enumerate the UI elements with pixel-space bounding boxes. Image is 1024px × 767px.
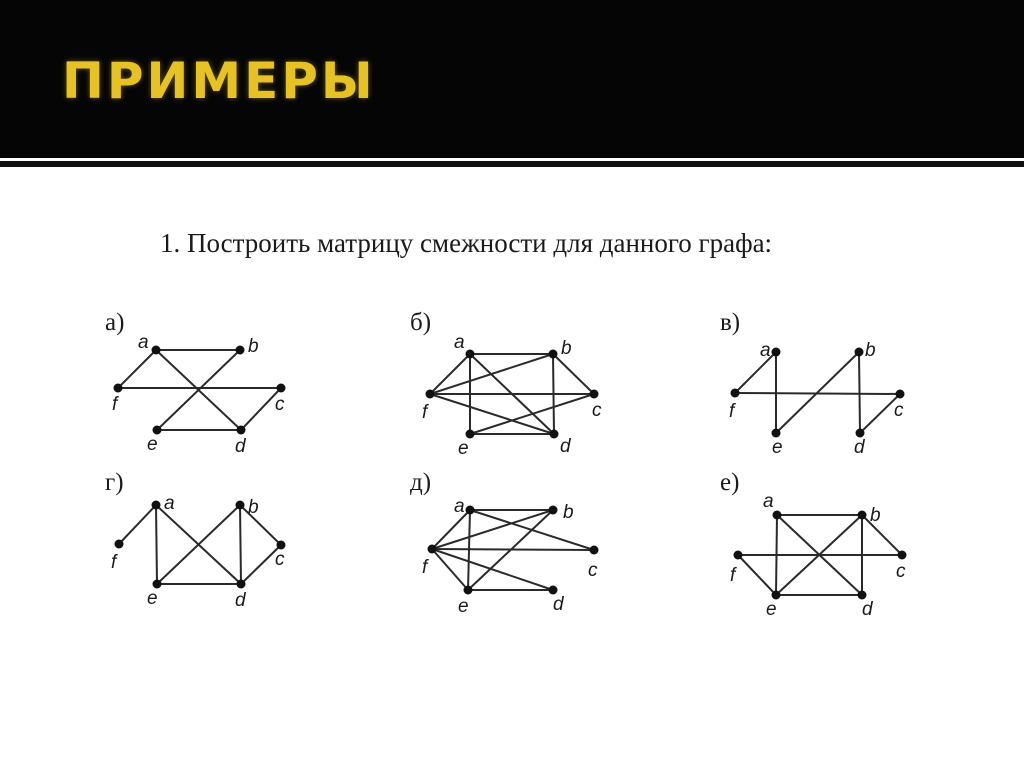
graph-label: б) [410, 309, 432, 336]
graph-vertex-c [590, 390, 599, 399]
vertex-label: b [248, 336, 259, 357]
vertex-label: f [111, 552, 117, 573]
vertex-label: b [870, 505, 881, 526]
vertex-label: c [275, 394, 285, 415]
graph-edge-f-d [430, 394, 554, 434]
vertex-label: e [766, 599, 777, 620]
graph-vertex-a [466, 350, 475, 359]
graph-vertex-d [237, 426, 246, 435]
vertex-label: f [112, 394, 118, 415]
graph-vertex-b [549, 350, 558, 359]
vertex-label: e [147, 434, 158, 455]
graph-label: е) [720, 469, 740, 496]
vertex-label: f [730, 565, 736, 586]
graph-edge-a-e [156, 505, 157, 584]
graph-vertex-b [549, 506, 558, 515]
graph-vertex-c [590, 546, 599, 555]
graph-vertex-e [464, 586, 473, 595]
graph-vertex-d [237, 580, 246, 589]
graph-vertex-f [734, 551, 743, 560]
graph-panel-3 [720, 309, 905, 458]
graph-vertex-c [896, 390, 905, 399]
graph-vertex-a [466, 506, 475, 515]
graph-panel-1 [105, 309, 286, 457]
graph-vertex-b [236, 346, 245, 355]
vertex-label: c [592, 400, 602, 421]
vertex-label: a [760, 340, 771, 361]
graph-vertex-a [152, 346, 161, 355]
graph-vertex-d [550, 430, 559, 439]
vertex-label: d [235, 590, 246, 611]
graph-edge-b-d [859, 352, 860, 433]
graph-vertex-b [855, 348, 864, 357]
graph-edge-e-c [470, 394, 594, 434]
vertex-label: e [458, 596, 469, 617]
graph-vertex-f [426, 390, 435, 399]
graph-edge-a-f [118, 350, 156, 388]
graph-panel-4 [105, 469, 286, 611]
graph-edge-b-c [240, 505, 281, 545]
graph-vertex-a [773, 511, 782, 520]
vertex-label: b [563, 502, 574, 523]
graph-vertex-f [114, 384, 123, 393]
graph-label: д) [410, 469, 432, 496]
graph-vertex-b [236, 501, 245, 510]
vertex-label: f [422, 557, 428, 578]
vertex-label: e [772, 437, 783, 458]
graph-label: в) [720, 309, 741, 336]
vertex-label: d [854, 437, 865, 458]
graph-vertex-b [858, 511, 867, 520]
vertex-label: a [164, 493, 175, 514]
graph-vertex-f [428, 545, 437, 554]
vertex-label: a [454, 332, 465, 353]
task-text: 1. Построить матрицу смежности для данного графа: [160, 228, 773, 258]
graph-label: г) [105, 469, 124, 496]
vertex-label: b [248, 497, 259, 518]
vertex-label: a [138, 332, 149, 353]
vertex-label: b [561, 338, 572, 359]
vertex-label: e [458, 438, 469, 459]
vertex-label: d [553, 594, 564, 615]
vertex-label: e [147, 588, 158, 609]
graph-panel-5 [410, 469, 599, 617]
graph-vertex-c [277, 384, 286, 393]
vertex-label: d [560, 436, 571, 457]
graph-edge-b-f [430, 354, 553, 394]
graph-edge-b-c [862, 515, 902, 555]
graph-edge-f-a [119, 505, 156, 544]
graph-edge-b-d [240, 505, 241, 584]
vertex-label: b [865, 340, 876, 361]
graph-panel-2 [410, 309, 602, 459]
graph-vertex-c [898, 551, 907, 560]
vertex-label: c [275, 549, 285, 570]
graph-vertex-f [731, 389, 740, 398]
vertex-label: d [862, 599, 873, 620]
graph-edge-f-e [738, 555, 776, 595]
slide-title: ПРИМЕРЫ [62, 52, 376, 110]
vertex-label: f [729, 401, 735, 422]
graph-edge-b-c [553, 354, 594, 394]
vertex-label: a [454, 496, 465, 517]
vertex-label: c [588, 560, 598, 581]
vertex-label: a [763, 491, 774, 512]
graph-vertex-a [152, 501, 161, 510]
graph-vertex-f [115, 540, 124, 549]
graph-panel-6 [720, 469, 907, 620]
graph-vertex-a [772, 348, 781, 357]
vertex-label: c [894, 400, 904, 421]
vertex-label: d [235, 436, 246, 457]
vertex-label: c [896, 561, 906, 582]
graph-label: а) [105, 309, 125, 336]
vertex-label: f [422, 402, 428, 423]
graph-edge-f-c [432, 549, 594, 550]
